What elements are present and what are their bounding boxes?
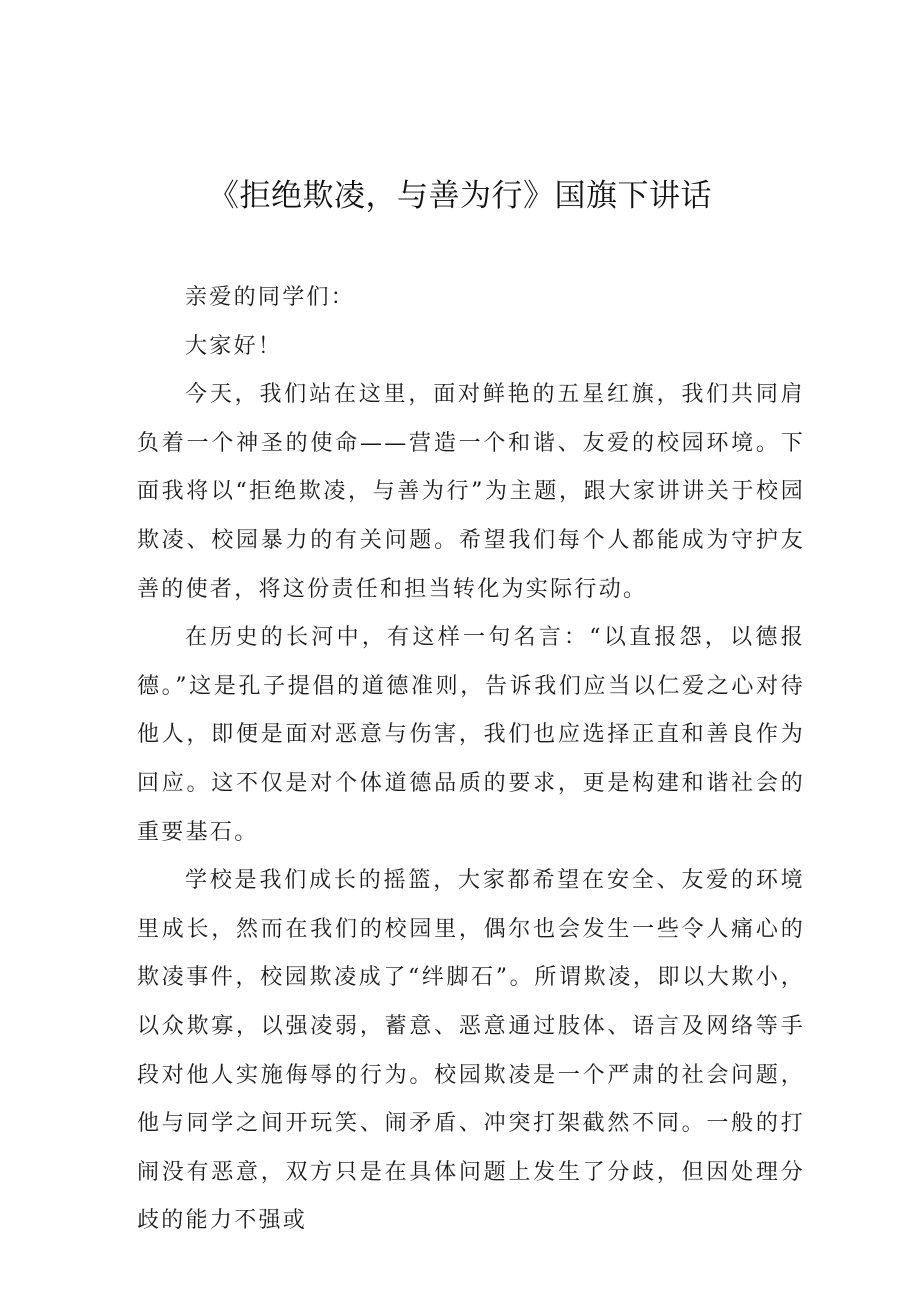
- paragraph-1: 今天，我们站在这里，面对鲜艳的五星红旗，我们共同肩负着一个神圣的使命——营造一个和谐、友爱的校园环境。下面我将以“拒绝欺凌，与善为行”为主题，跟大家讲讲关于校园欺凌、校园暴力的有关问题。希望我们每个人都能成为守护友善的使者，将这份责任和担当转化为实际行动。: [137, 382, 805, 602]
- hello-line: 大家好！: [185, 333, 283, 359]
- paragraph-3: 学校是我们成长的摇篮，大家都希望在安全、友爱的环境里成长，然而在我们的校园里，偶尔也会发生一些令人痛心的欺凌事件，校园欺凌成了“绊脚石”。所谓欺凌，即以大欺小，以众欺寡，以强凌弱，蓄意、恶意通过肢体、语言及网络等手段对他人实施侮辱的行为。校园欺凌是一个严肃的社会问题，他与同学之间开玩笑、闹矛盾、冲突打架截然不同。一般的打闹没有恶意，双方只是在具体问题上发生了分歧，但因处理分歧的能力不强或: [137, 868, 805, 1234]
- greeting-line: 亲爱的同学们：: [185, 285, 356, 310]
- paragraph-2: 在历史的长河中，有这样一句名言：“以直报怨，以德报德。”这是孔子提倡的道德准则，告诉我们应当以仁爱之心对待他人，即便是面对恶意与伤害，我们也应选择正直和善良作为回应。这不仅是对个体道德品质的要求，更是构建和谐社会的重要基石。: [137, 625, 805, 845]
- document-title: 《拒绝欺凌，与善为行》国旗下讲话: [208, 178, 712, 214]
- document-body: [137, 274, 805, 1246]
